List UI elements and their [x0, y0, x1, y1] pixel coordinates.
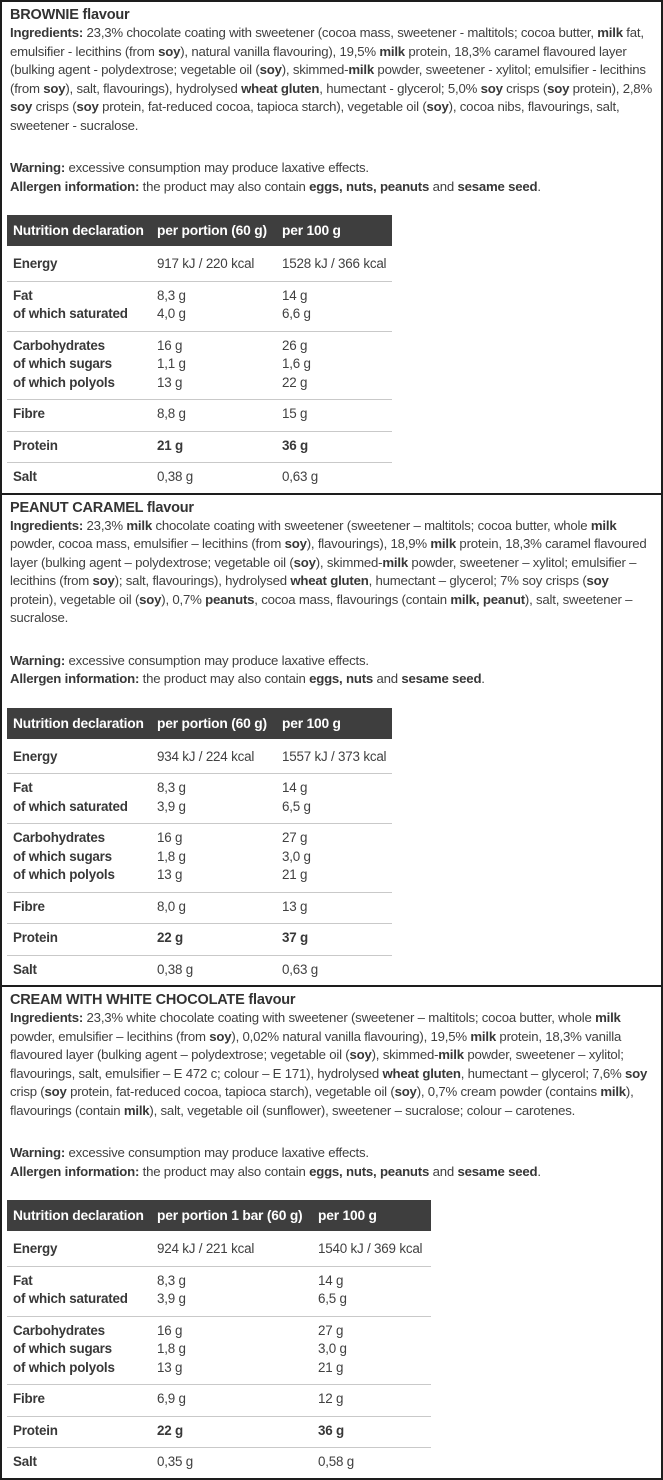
column-header-per-portion: per portion 1 bar (60 g) — [157, 1208, 303, 1223]
row-label: Fibre — [13, 898, 45, 914]
row-value-portion: 8,3 g — [157, 1272, 186, 1288]
row-value-per-100g: 0,63 g — [282, 469, 319, 484]
row-value-portion: 1,8 g — [157, 1341, 186, 1356]
table-row-group — [7, 462, 392, 493]
table-row — [7, 1290, 431, 1309]
row-value-per-100g: 3,0 g — [282, 848, 311, 864]
row-label: of which polyols — [13, 1359, 115, 1375]
row-value-per-100g: 3,0 g — [318, 1341, 347, 1356]
column-header-per-100g: per 100 g — [282, 715, 341, 731]
row-value-per-100g: 37 g — [282, 930, 308, 945]
column-header-per-portion: per portion (60 g) — [157, 715, 267, 731]
column-header-per-100g: per 100 g — [318, 1208, 377, 1223]
row-label: Energy — [13, 748, 58, 764]
section-title: PEANUT CARAMEL flavour — [10, 499, 194, 516]
warning-text: Warning: excessive consumption may produce laxative effects. — [10, 652, 369, 668]
nutrition-table — [7, 708, 392, 986]
section-title: CREAM WITH WHITE CHOCOLATE flavour — [10, 992, 296, 1008]
section-title: BROWNIE flavour — [10, 7, 130, 23]
row-value-per-100g: 21 g — [318, 1359, 344, 1375]
section-cream-white-chocolate — [2, 985, 661, 1478]
row-label: of which sugars — [13, 356, 112, 371]
row-value-portion: 16 g — [157, 337, 183, 353]
row-value-portion: 924 kJ / 221 kcal — [157, 1241, 255, 1256]
nutrition-table-body — [7, 743, 392, 986]
column-header-per-100g: per 100 g — [282, 223, 341, 238]
row-value-per-100g: 6,6 g — [282, 306, 311, 321]
table-row — [7, 1322, 431, 1341]
row-label: Salt — [13, 961, 37, 977]
row-value-portion: 1,8 g — [157, 848, 186, 864]
table-row — [7, 748, 392, 767]
row-value-per-100g: 14 g — [318, 1272, 344, 1288]
row-value-portion: 13 g — [157, 374, 183, 390]
warning-text: Warning: excessive consumption may produce laxative effects. — [10, 1145, 369, 1160]
row-value-portion: 8,3 g — [157, 287, 186, 303]
row-value-per-100g: 12 g — [318, 1391, 344, 1406]
table-row — [7, 287, 392, 306]
table-row — [7, 1240, 431, 1259]
table-row — [7, 1390, 431, 1409]
table-row — [7, 848, 392, 867]
row-label: of which sugars — [13, 1341, 112, 1356]
row-value-portion: 22 g — [157, 1422, 183, 1438]
table-row — [7, 468, 392, 487]
row-value-portion: 917 kJ / 220 kcal — [157, 256, 255, 271]
row-value-per-100g: 1540 kJ / 369 kcal — [318, 1241, 423, 1256]
row-value-per-100g: 14 g — [282, 287, 308, 303]
row-value-per-100g: 14 g — [282, 780, 308, 795]
nutrition-table-body — [7, 1235, 431, 1478]
table-row-group — [7, 743, 392, 774]
row-value-portion: 16 g — [157, 830, 183, 845]
table-row — [7, 337, 392, 356]
table-row — [7, 929, 392, 948]
row-label: Energy — [13, 256, 58, 271]
table-row — [7, 779, 392, 798]
row-label: Protein — [13, 1422, 58, 1438]
table-row-group — [7, 431, 392, 463]
table-row — [7, 866, 392, 885]
column-header-declaration: Nutrition declaration — [13, 715, 144, 731]
row-value-per-100g: 15 g — [282, 406, 308, 421]
row-label: Carbohydrates — [13, 1322, 105, 1338]
table-row-group — [7, 923, 392, 955]
table-row-group — [7, 773, 392, 823]
row-value-per-100g: 0,63 g — [282, 961, 319, 977]
section-brownie — [2, 2, 661, 493]
row-value-per-100g: 6,5 g — [318, 1291, 347, 1306]
table-row — [7, 829, 392, 848]
row-value-per-100g: 1528 kJ / 366 kcal — [282, 256, 387, 271]
row-label: of which sugars — [13, 848, 112, 864]
table-row — [7, 305, 392, 324]
section-peanut-caramel — [2, 493, 661, 986]
row-value-portion: 4,0 g — [157, 306, 186, 321]
row-value-portion: 22 g — [157, 930, 183, 945]
row-label: Salt — [13, 469, 37, 484]
row-label: Fibre — [13, 406, 45, 421]
row-value-per-100g: 27 g — [318, 1322, 344, 1338]
row-value-portion: 3,9 g — [157, 1291, 186, 1306]
table-row-group — [7, 250, 392, 281]
row-value-portion: 8,0 g — [157, 898, 186, 914]
row-value-portion: 13 g — [157, 1359, 183, 1375]
column-header-declaration: Nutrition declaration — [13, 1208, 144, 1223]
nutrition-table-body — [7, 250, 392, 493]
row-value-portion: 8,8 g — [157, 406, 186, 421]
row-label: Protein — [13, 930, 58, 945]
row-value-per-100g: 1,6 g — [282, 356, 311, 371]
row-value-portion: 1,1 g — [157, 356, 186, 371]
row-value-per-100g: 36 g — [282, 437, 308, 453]
row-label: Carbohydrates — [13, 337, 105, 353]
row-value-per-100g: 36 g — [318, 1422, 344, 1438]
table-row — [7, 1453, 431, 1472]
nutrition-table — [7, 1200, 431, 1478]
table-row-group — [7, 955, 392, 986]
table-row — [7, 898, 392, 917]
row-value-portion: 16 g — [157, 1322, 183, 1338]
table-row-group — [7, 1416, 431, 1448]
row-label: Salt — [13, 1454, 37, 1469]
row-value-portion: 0,38 g — [157, 961, 194, 977]
row-label: Protein — [13, 437, 58, 453]
row-label: of which saturated — [13, 306, 128, 321]
table-row-group — [7, 892, 392, 924]
table-row — [7, 798, 392, 817]
table-row-group — [7, 1447, 431, 1478]
row-value-per-100g: 1557 kJ / 373 kcal — [282, 748, 387, 764]
row-value-per-100g: 26 g — [282, 337, 308, 353]
nutrition-table-header — [7, 708, 392, 739]
nutrition-table — [7, 215, 392, 493]
ingredients-text: Ingredients: 23,3% milk chocolate coating with sweetener (sweetener – maltitols; cocoa butter, whole milk powder, cocoa mass, emulsifier – lecithins (from soy), flavourings), 18,9% milk protein, 18,3% caramel flavoured layer (bulking agent – polydextrose; vegetable oil (soy), skimmed-milk powder, sweetener – xylitol; emulsifier – lecithins (from soy); salt, flavourings), hydrolysed wheat gluten, humectant – glycerol; 7% soy crisps (soy protein), vegetable oil (soy), 0,7% peanuts, cocoa mass, flavourings (contain milk, peanut), salt, sweetener – sucralose. — [10, 517, 647, 625]
table-row — [7, 405, 392, 424]
row-value-portion: 21 g — [157, 437, 183, 453]
table-row-group — [7, 1384, 431, 1416]
row-value-portion: 6,9 g — [157, 1391, 186, 1406]
row-value-per-100g: 0,58 g — [318, 1454, 355, 1469]
ingredients-text: Ingredients: 23,3% white chocolate coating with sweetener (sweetener – maltitols; cocoa butter, whole milk powder, emulsifier – lecithins (from soy), 0,02% natural vanilla flavouring), 19,5% milk protein, 18,3% vanilla flavoured layer (bulking agent – polydextrose; vegetable oil (soy), skimmed-milk powder, sweetener – xylitol; flavourings, salt, emulsifier – E 472 c; colour – E 171), hydrolysed wheat gluten, humectant – glycerol; 7,6% soy crisp (soy protein, fat-reduced cocoa, tapioca starch), vegetable oil (soy), 0,7% cream powder (contains milk), flavourings (contain milk), salt, vegetable oil (sunflower), sweetener – sucralose; colour – carotenes. — [10, 1010, 648, 1118]
table-row-group — [7, 399, 392, 431]
table-row — [7, 437, 392, 456]
row-value-per-100g: 13 g — [282, 898, 308, 914]
table-row-group — [7, 1316, 431, 1385]
table-row — [7, 1272, 431, 1291]
table-row-group — [7, 1235, 431, 1266]
table-row — [7, 1340, 431, 1359]
allergen-text: Allergen information: the product may also contain eggs, nuts, peanuts and sesame seed. — [10, 1163, 541, 1179]
row-label: of which polyols — [13, 374, 115, 390]
row-value-per-100g: 21 g — [282, 867, 308, 882]
row-value-portion: 934 kJ / 224 kcal — [157, 748, 255, 764]
row-value-portion: 0,35 g — [157, 1454, 194, 1469]
allergen-text: Allergen information: the product may also contain eggs, nuts and sesame seed. — [10, 671, 485, 686]
table-row-group — [7, 281, 392, 331]
table-row-group — [7, 331, 392, 400]
ingredients-text: Ingredients: 23,3% chocolate coating with sweetener (cocoa mass, sweetener - maltitols; cocoa butter, milk fat, emulsifier - lecithins (from soy), natural vanilla flavouring), 19,5% milk protein, 18,3% caramel flavoured layer (bulking agent - polydextrose; vegetable oil (soy), skimmed-milk powder, sweetener - xylitol; emulsifier - lecithins (from soy), salt, flavourings), hydrolysed wheat gluten, humectant - glycerol; 5,0% soy crisps (soy protein), 2,8% soy crisps (soy protein, fat-reduced cocoa, tapioca starch), vegetable oil (soy), cocoa nibs, flavourings, salt, sweetener - sucralose. — [10, 25, 652, 133]
row-label: of which polyols — [13, 867, 115, 882]
row-label: Energy — [13, 1241, 58, 1256]
column-header-declaration: Nutrition declaration — [13, 223, 144, 238]
row-value-portion: 13 g — [157, 867, 183, 882]
row-label: of which saturated — [13, 1291, 128, 1306]
row-value-portion: 0,38 g — [157, 469, 194, 484]
warning-text: Warning: excessive consumption may produce laxative effects. — [10, 160, 369, 175]
row-label: Fat — [13, 287, 33, 303]
row-value-portion: 3,9 g — [157, 798, 186, 814]
row-value-per-100g: 27 g — [282, 830, 308, 845]
table-row-group — [7, 1266, 431, 1316]
table-row — [7, 255, 392, 274]
row-label: Fat — [13, 1272, 33, 1288]
table-row — [7, 1359, 431, 1378]
table-row-group — [7, 823, 392, 892]
row-value-portion: 8,3 g — [157, 780, 186, 795]
nutrition-table-header — [7, 1200, 431, 1231]
row-label: Fat — [13, 780, 33, 795]
table-row — [7, 961, 392, 980]
row-value-per-100g: 6,5 g — [282, 798, 311, 814]
table-row — [7, 355, 392, 374]
row-label: of which saturated — [13, 798, 128, 814]
nutrition-table-header — [7, 215, 392, 246]
row-label: Carbohydrates — [13, 830, 105, 845]
table-row — [7, 1422, 431, 1441]
allergen-text: Allergen information: the product may also contain eggs, nuts, peanuts and sesame seed. — [10, 178, 541, 194]
row-label: Fibre — [13, 1391, 45, 1406]
column-header-per-portion: per portion (60 g) — [157, 223, 267, 238]
row-value-per-100g: 22 g — [282, 374, 308, 390]
table-row — [7, 374, 392, 393]
